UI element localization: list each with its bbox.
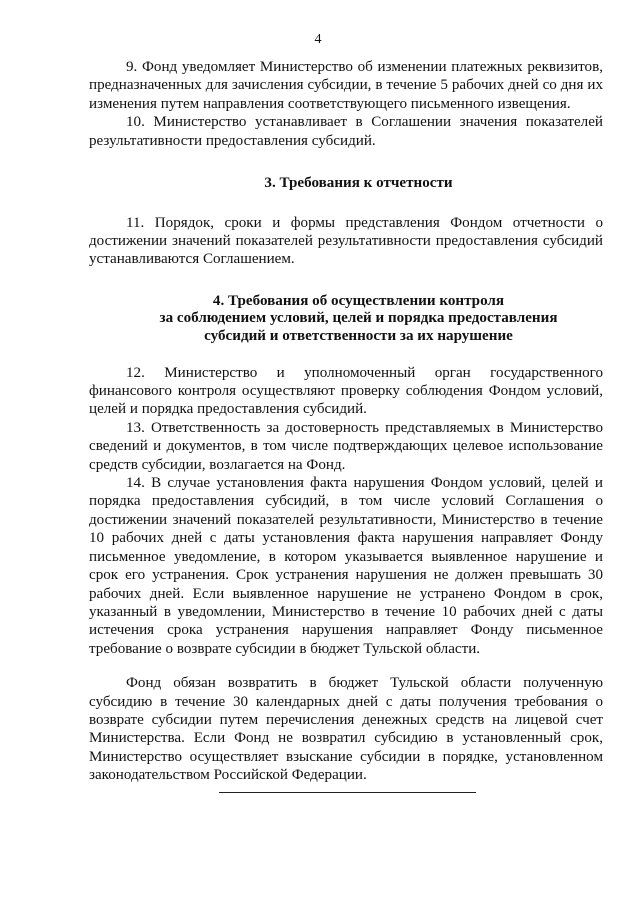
document-body <box>89 58 603 785</box>
paragraph-11: 11. Порядок, сроки и формы представления Фондом отчетности о достижении значений показателей результативности предоставления субсидий устанавливаются Соглашением. <box>89 214 603 268</box>
paragraph-10: 10. Министерство устанавливает в Соглашении значения показателей результативности предоставления субсидий. <box>89 114 603 149</box>
section-4-heading-line-3: субсидий и ответственности за их нарушение <box>204 328 513 345</box>
section-4-heading <box>89 293 603 346</box>
paragraph-refund-obligation: Фонд обязан возвратить в бюджет Тульской области полученную субсидию в течение 30 календарных дней с даты получения требования о возврате субсидии путем перечисления денежных средств на лицевой счет Министерства. Если Фонд не возвратил субсидию в установленный срок, Министерство осуществляет взыскание субсидии в порядке, установленном законодательством Российской Федерации. <box>89 675 603 784</box>
paragraph-13: 13. Ответственность за достоверность представляемых в Министерство сведений и документов, в том числе подтверждающих целевое использование средств субсидии, возлагается на Фонд. <box>89 419 603 473</box>
section-4-heading-line-1: 4. Требования об осуществлении контроля <box>212 292 505 309</box>
paragraph-14: 14. В случае установления факта нарушения Фондом условий, целей и порядка предоставления субсидий, в том числе условий Соглашения о достижении значений показателей результативности, Министерство в течение 10 рабочих дней с даты установления факта нарушения направляет Фонду письменное уведомление, в котором указывается выявленное нарушение и срок его устранения. Срок устранения нарушения не должен превышать 30 рабочих дней. Если выявленное нарушение не устранено Фондом в срок, указанный в уведомлении, Министерство в течение 10 рабочих дней с даты истечения срока устранения нарушения направляет Фонду письменное требование о возврате субсидии в бюджет Тульской области. <box>89 475 603 657</box>
page-number: 4 <box>314 32 322 47</box>
section-3-heading: 3. Требования к отчетности <box>264 175 453 192</box>
section-4-heading-line-2: за соблюдением условий, целей и порядка предоставления <box>159 310 558 327</box>
end-of-document-rule <box>219 792 476 793</box>
paragraph-12: 12. Министерство и уполномоченный орган государственного финансового контроля осуществляют проверку соблюдения Фондом условий, целей и порядка предоставления субсидий. <box>89 364 603 418</box>
paragraph-9: 9. Фонд уведомляет Министерство об изменении платежных реквизитов, предназначенных для зачисления субсидии, в течение 5 рабочих дней со дня их изменения путем направления соответствующего письменного извещения. <box>89 59 603 112</box>
